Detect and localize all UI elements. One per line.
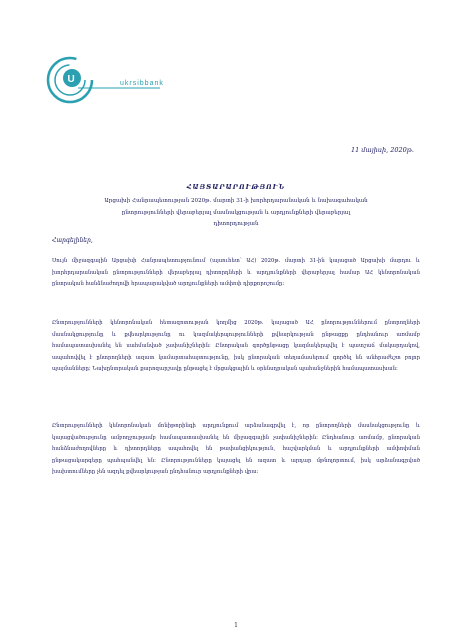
company-logo xyxy=(42,52,182,112)
body-paragraph-1: Սույն միջազգային Արցախի Հանրապետությունում (այսուհետ՝ ԱՀ) 2020թ. մարտի 31-ին կայացած Արցախի մարդու և խորհրդարանական ընտրությունների վերաբերյալ դիտորդների և արդյունքների վերաբերյալ համար ԱՀ կենտրոնական ընտրական հանձնաժողովի հրապարակված արդյունքների ամփոփ դիրքորոշումը։ xyxy=(52,258,420,288)
salutation: Հարգելիներ, xyxy=(52,237,93,244)
svg-text:U: U xyxy=(67,74,75,85)
page-number: 1 xyxy=(234,622,238,629)
body-paragraph-2: Ընտրությունների կենտրոնական հետազոտության կողմից 2020թ. կայացած ԱՀ ընտրություններում ընտրողների մասնակցությունը և քվեարկությունը ու կազմակերպությունների քվեարկության ընթացքը ընդհանուր առմամբ համապատասխանել են սահմանված չափանիշներին։ Ընտրական գործընթացը կազմակերպվել է պատշաճ մակարդակով, ապահովվել է ընտրողների ազատ կամարտահայտությունը, իսկ ընտրական տեղամասերում գործել են անհրաժեշտ բոլոր պայմանները։ Նախընտրական քարոզարշավը ընթացել է մրցակցային և օրենսդրական պահանջներին համապատասխան։ xyxy=(52,320,420,373)
document-title: ՀԱՅՏԱՐԱՐՈՒԹՅՈՒՆ xyxy=(186,183,286,191)
logo-wordmark: ukrsibbank xyxy=(120,80,164,87)
document-subtitle: Արցախի Հանրապետության 2020թ. մարտի 31-ի խորհրդարանական և նախագահական ընտրությունների վերաբերյալ մասնակցության և արդյունքների վերաբերյալ դիտորդության xyxy=(104,198,368,227)
document-date: 11 մայիսի, 2020թ. xyxy=(350,146,414,154)
body-paragraph-3: Ընտրությունների կենտրոնական մոնիթորինգի արդյունքում արձանագրվել է, որ ընտրողների մասնակցությունը և կայացվածությունը ամբողջությամբ համապատասխանել են միջազգային չափանիշներին։ Ընդհանուր առմամբ, ընտրական հանձնաժողովները և դիտորդները ապահովել են թափանցիկություն, հաշվարկման և արդյունքների ամփոփման ընթացակարգերը պահպանվել են։ Ընտրությունները կայացել են ազատ և արդար մթնոլորտում, իսկ արձանագրված խախտումները չեն ազդել քվեարկության ընդհանուր արդյունքների վրա։ xyxy=(52,423,420,476)
